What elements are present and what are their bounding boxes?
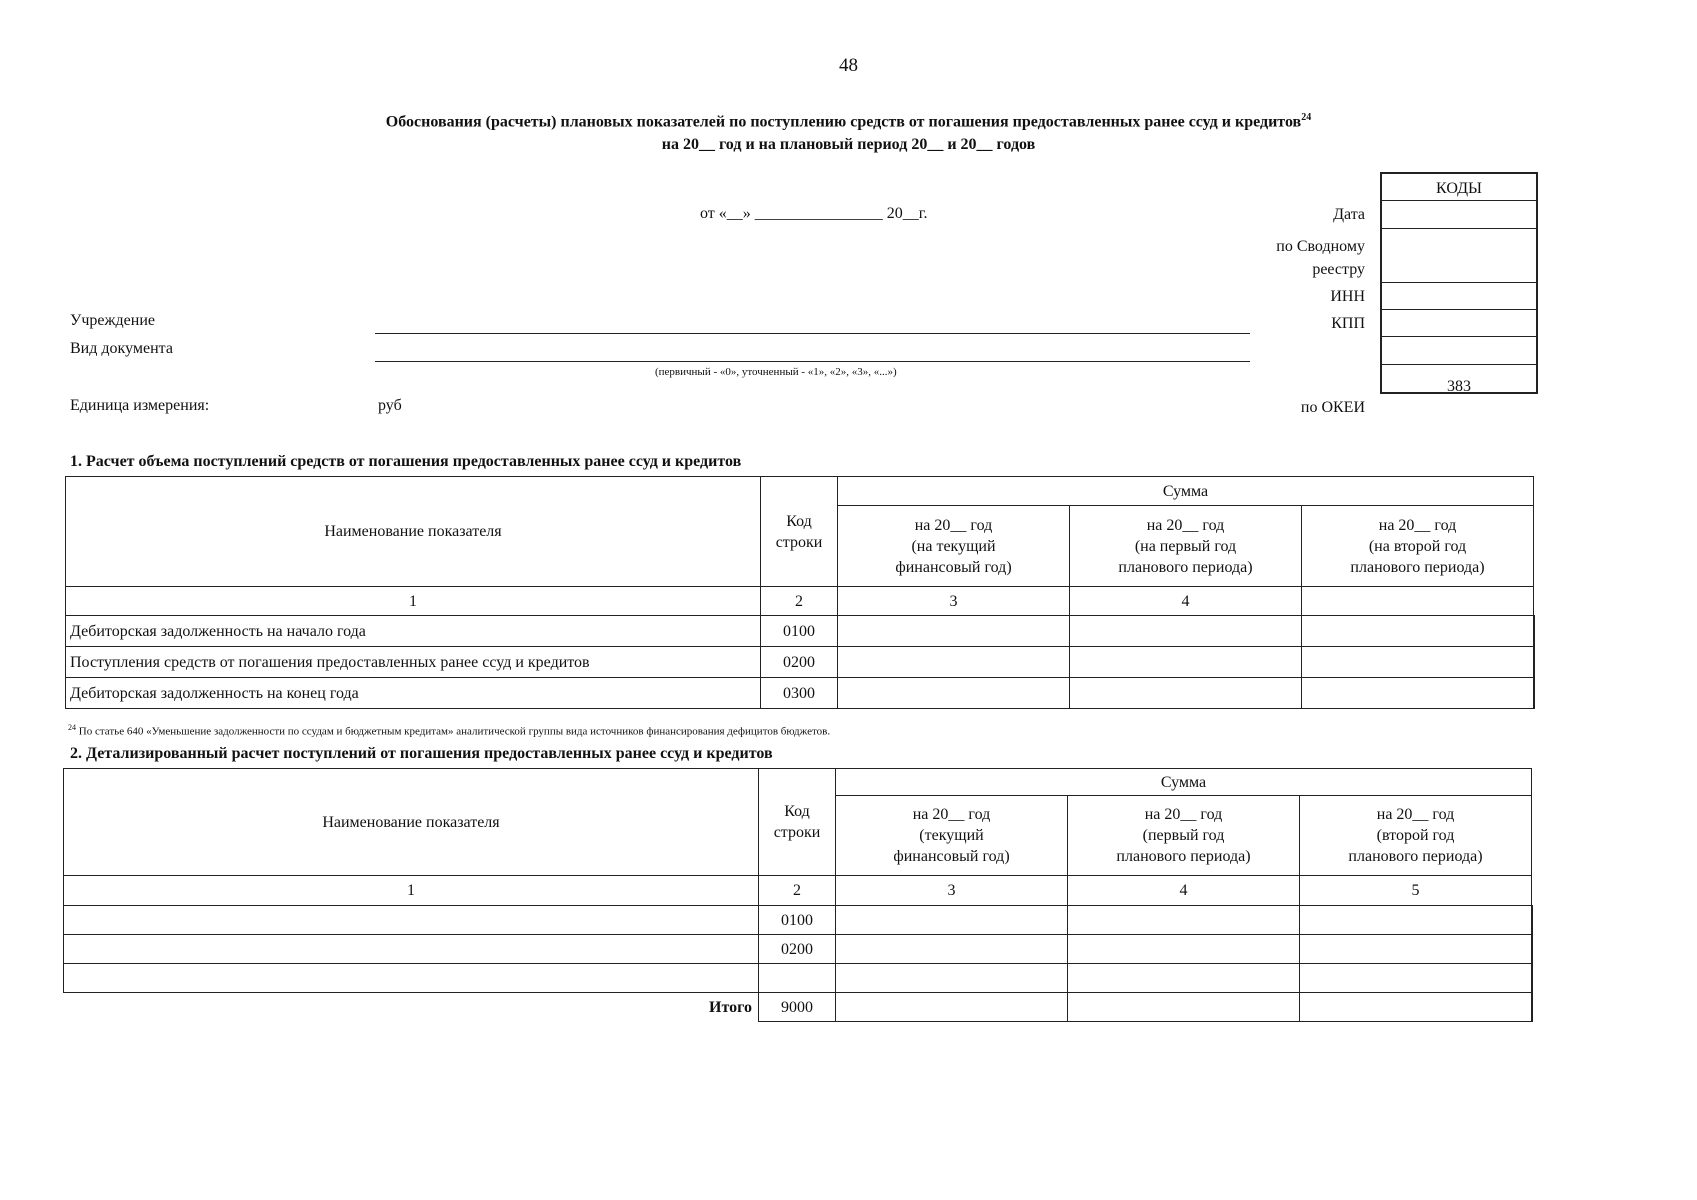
s2-y1-l1: на 20__ год <box>912 806 991 823</box>
code-label-registry-1: по Сводному <box>1276 238 1365 255</box>
s1-row1-name: Дебиторская задолженность на начало года <box>66 616 761 647</box>
codes-box <box>1380 172 1538 394</box>
s1-row3-y3[interactable] <box>1302 678 1534 709</box>
s2-total-y1[interactable] <box>836 993 1068 1022</box>
section1-title: 1. Расчет объема поступлений средств от погашения предоставленных ранее ссуд и кредитов <box>70 453 742 470</box>
s1-row2-y3[interactable] <box>1302 647 1534 678</box>
s2-row3-code <box>759 964 836 993</box>
s1-row3-y2[interactable] <box>1070 678 1302 709</box>
total-row <box>64 993 1532 1022</box>
s2-header-sum: Сумма <box>836 769 1532 796</box>
s1-header-year-1 <box>838 506 1070 587</box>
institution-label: Учреждение <box>70 312 155 329</box>
s2-total-label: Итого <box>709 998 752 1016</box>
s1-header-name: Наименование показателя <box>66 477 761 587</box>
table-row <box>64 964 1532 993</box>
document-title <box>0 112 1697 131</box>
s2-y1-l3: финансовый год) <box>893 848 1010 865</box>
codes-header: КОДЫ <box>1436 180 1482 197</box>
s1-row2-name: Поступления средств от погашения предоставленных ранее ссуд и кредитов <box>66 647 761 678</box>
code-registry-cell[interactable] <box>1382 228 1536 282</box>
s1-row1-code: 0100 <box>761 616 838 647</box>
doc-type-label: Вид документа <box>70 340 173 357</box>
s1-y1-l1: на 20__ год <box>914 516 993 534</box>
s2-total-code: 9000 <box>759 993 836 1022</box>
s2-y3-l1: на 20__ год <box>1376 806 1455 823</box>
s1-header-code <box>761 477 838 587</box>
s1-y1-l2: (на текущий <box>911 537 996 555</box>
s2-row2-y3[interactable] <box>1300 935 1532 964</box>
s2-row2-name[interactable] <box>64 935 759 964</box>
s2-row1-y1[interactable] <box>836 906 1068 935</box>
s2-row1-name[interactable] <box>64 906 759 935</box>
section1-table <box>65 476 1535 709</box>
s2-header-year-3 <box>1300 796 1532 876</box>
table-row <box>64 906 1532 935</box>
s2-row1-y3[interactable] <box>1300 906 1532 935</box>
footnote <box>68 723 830 738</box>
code-label-registry-2: реестру <box>1312 261 1365 278</box>
table-row <box>64 935 1532 964</box>
s2-row3-y3[interactable] <box>1300 964 1532 993</box>
s2-colnum-1: 1 <box>64 876 759 906</box>
s2-row3-y1[interactable] <box>836 964 1068 993</box>
s1-colnum-2: 2 <box>761 587 838 616</box>
s1-row1-y1[interactable] <box>838 616 1070 647</box>
s2-y3-l2: (второй год <box>1376 827 1455 844</box>
table-row <box>66 678 1534 709</box>
s1-y2-l1: на 20__ год <box>1146 516 1225 534</box>
s2-header-code <box>759 769 836 876</box>
table-row <box>66 647 1534 678</box>
s1-colnum-3: 3 <box>838 587 1070 616</box>
document-subtitle: на 20__ год и на плановый период 20__ и 20__ годов <box>661 136 1036 153</box>
s2-row3-name[interactable] <box>64 964 759 993</box>
s2-y2-l1: на 20__ год <box>1144 806 1223 823</box>
s1-row2-y2[interactable] <box>1070 647 1302 678</box>
footnote-text: По статье 640 «Уменьшение задолженности по ссудам и бюджетным кредитам» аналитической группы вида источников финансирования дефицитов бюджетов. <box>76 725 831 738</box>
s2-header-row-1 <box>64 769 1532 796</box>
s1-header-year-3 <box>1302 506 1534 587</box>
doc-type-hint: (первичный - «0», уточненный - «1», «2», «3», «...») <box>655 366 897 378</box>
s1-header-code-1: Код <box>786 512 812 530</box>
s2-total-y2[interactable] <box>1068 993 1300 1022</box>
code-label-inn: ИНН <box>1330 288 1365 305</box>
s1-row3-y1[interactable] <box>838 678 1070 709</box>
s1-y3-l3: планового периода) <box>1350 558 1485 576</box>
code-doctype-cell[interactable] <box>1382 336 1536 364</box>
code-date-cell[interactable] <box>1382 200 1536 228</box>
s1-y2-l3: планового периода) <box>1118 558 1253 576</box>
s2-header-year-1 <box>836 796 1068 876</box>
s2-row3-y2[interactable] <box>1068 964 1300 993</box>
page-number: 48 <box>839 55 858 76</box>
date-line: от «__» ________________ 20__г. <box>700 205 928 222</box>
code-kpp-cell[interactable] <box>1382 309 1536 336</box>
s2-y2-l3: планового периода) <box>1116 848 1251 865</box>
s2-y1-l2: (текущий <box>919 827 984 844</box>
s2-total-y3[interactable] <box>1300 993 1532 1022</box>
s2-row2-y1[interactable] <box>836 935 1068 964</box>
section2-table <box>63 768 1533 1022</box>
s2-colnum-2: 2 <box>759 876 836 906</box>
s1-row2-y1[interactable] <box>838 647 1070 678</box>
title-footnote-ref: 24 <box>1301 112 1312 123</box>
s2-col-number-row <box>64 876 1532 906</box>
s1-header-code-2: строки <box>775 533 823 551</box>
s1-row2-code: 0200 <box>761 647 838 678</box>
unit-value: руб <box>378 397 402 414</box>
code-label-kpp: КПП <box>1331 315 1365 332</box>
s1-col-number-row <box>66 587 1534 616</box>
code-label-date: Дата <box>1333 206 1365 223</box>
s1-row1-y3[interactable] <box>1302 616 1534 647</box>
s2-row2-y2[interactable] <box>1068 935 1300 964</box>
s1-header-row-1 <box>66 477 1534 506</box>
s1-y1-l3: финансовый год) <box>895 558 1012 576</box>
s2-colnum-4: 4 <box>1068 876 1300 906</box>
s1-colnum-4: 4 <box>1070 587 1302 616</box>
s1-row1-y2[interactable] <box>1070 616 1302 647</box>
s1-y3-l1: на 20__ год <box>1378 516 1457 534</box>
s1-y2-l2: (на первый год <box>1134 537 1237 555</box>
s1-header-year-2 <box>1070 506 1302 587</box>
s2-header-code-1: Код <box>784 803 810 820</box>
s1-y3-l2: (на второй год <box>1368 537 1467 555</box>
s2-header-year-2 <box>1068 796 1300 876</box>
code-okei-cell: 383 <box>1382 364 1536 392</box>
unit-label: Единица измерения: <box>70 397 210 414</box>
code-inn-cell[interactable] <box>1382 282 1536 309</box>
footnote-number: 24 <box>68 723 76 732</box>
s2-colnum-5: 5 <box>1300 876 1532 906</box>
s2-row2-code: 0200 <box>759 935 836 964</box>
s2-header-name: Наименование показателя <box>64 769 759 876</box>
s2-y3-l3: планового периода) <box>1348 848 1483 865</box>
doc-type-field-line[interactable] <box>375 361 1250 362</box>
s1-row3-code: 0300 <box>761 678 838 709</box>
s2-header-code-2: строки <box>773 824 821 841</box>
s1-row3-name: Дебиторская задолженность на конец года <box>66 678 761 709</box>
table-row <box>66 616 1534 647</box>
s1-colnum-1: 1 <box>66 587 761 616</box>
s2-row1-code: 0100 <box>759 906 836 935</box>
institution-field-line[interactable] <box>375 333 1250 334</box>
code-label-okei: по ОКЕИ <box>1300 399 1365 416</box>
s2-colnum-3: 3 <box>836 876 1068 906</box>
s2-y2-l2: (первый год <box>1142 827 1225 844</box>
title-line-1: Обоснования (расчеты) плановых показателей по поступлению средств от погашения предоставленных ранее ссуд и кредитов <box>385 113 1302 131</box>
s2-row1-y2[interactable] <box>1068 906 1300 935</box>
s1-header-sum: Сумма <box>838 477 1534 506</box>
s1-colnum-5 <box>1302 587 1534 616</box>
section2-title: 2. Детализированный расчет поступлений от погашения предоставленных ранее ссуд и кредитов <box>70 745 773 762</box>
